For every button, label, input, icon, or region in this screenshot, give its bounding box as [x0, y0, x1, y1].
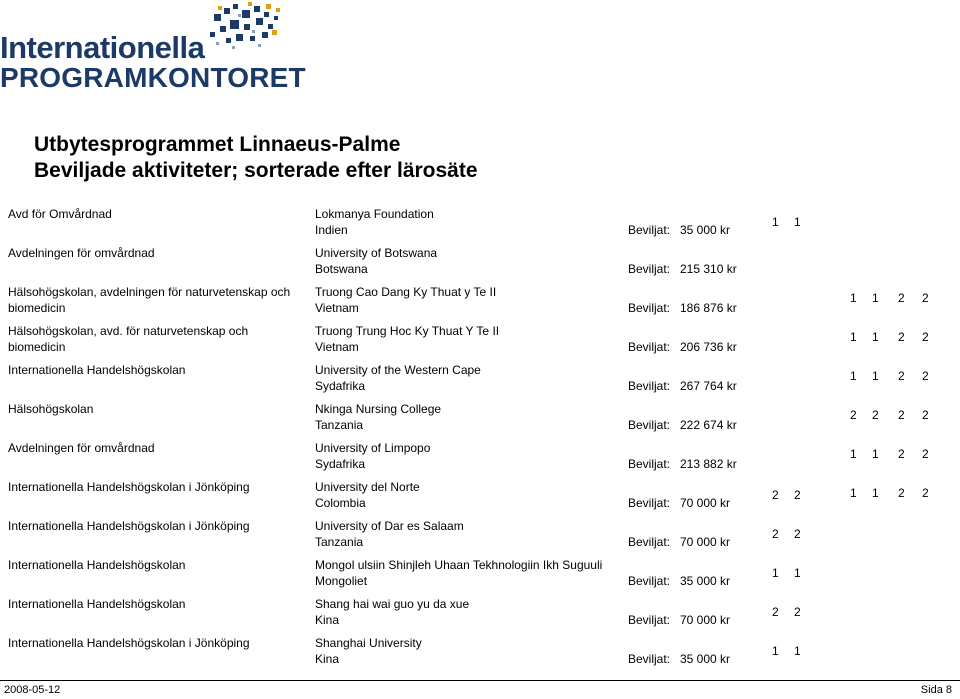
granted-amount: 35 000 kr	[680, 652, 731, 666]
footer-page-number: Sida 8	[920, 684, 952, 696]
count-value: 1	[872, 369, 879, 383]
footer-divider	[0, 680, 960, 681]
count-value: 1	[850, 486, 857, 500]
partner-name: Mongol ulsiin Shinjleh Uhaan Tekhnologiin Ikh Suguuli	[315, 558, 603, 572]
granted-amount: 215 310 kr	[680, 262, 737, 276]
institution-name	[8, 635, 298, 651]
beviljat-label: Beviljat:	[628, 535, 671, 549]
beviljat-label: Beviljat:	[628, 496, 671, 510]
institution-name	[8, 557, 298, 573]
institution-line: Hälsohögskolan, avdelningen för naturvetenskap och	[8, 285, 291, 299]
granted-amount: 70 000 kr	[680, 613, 731, 627]
partner-country: Sydafrika	[315, 379, 366, 393]
partner-country: Sydafrika	[315, 457, 366, 471]
institution-line: Avd för Omvårdnad	[8, 207, 112, 221]
granted-amount: 35 000 kr	[680, 574, 731, 588]
count-value: 2	[922, 486, 929, 500]
institution-line: biomedicin	[8, 340, 66, 354]
count-value: 2	[872, 408, 879, 422]
partner-info	[315, 401, 635, 433]
beviljat-label: Beviljat:	[628, 457, 671, 471]
count-value: 2	[898, 291, 905, 305]
count-value: 1	[872, 486, 879, 500]
partner-country: Vietnam	[315, 301, 359, 315]
logo-mark-icon	[206, 2, 286, 64]
count-value: 2	[922, 330, 929, 344]
beviljat-label: Beviljat:	[628, 301, 671, 315]
count-value: 2	[772, 605, 779, 619]
partner-country: Colombia	[315, 496, 366, 510]
partner-country: Kina	[315, 613, 340, 627]
count-value: 1	[872, 447, 879, 461]
partner-name: Nkinga Nursing College	[315, 402, 442, 416]
partner-country: Kina	[315, 652, 340, 666]
institution-name	[8, 440, 298, 456]
granted-amount: 267 764 kr	[680, 379, 737, 393]
institution-name	[8, 401, 298, 417]
count-value: 1	[850, 291, 857, 305]
beviljat-label: Beviljat:	[628, 613, 671, 627]
count-value: 1	[850, 369, 857, 383]
logo-text-line1: Internationella	[0, 30, 205, 65]
count-value: 2	[772, 488, 779, 502]
count-value: 2	[898, 369, 905, 383]
partner-name: Lokmanya Foundation	[315, 207, 434, 221]
institution-line: Avdelningen för omvårdnad	[8, 246, 155, 260]
beviljat-label: Beviljat:	[628, 223, 671, 237]
footer-date: 2008-05-12	[4, 684, 61, 696]
partner-name: University of the Western Cape	[315, 363, 481, 377]
partner-name: Truong Trung Hoc Ky Thuat Y Te II	[315, 324, 500, 338]
institution-line: Avdelningen för omvårdnad	[8, 441, 155, 455]
count-value: 1	[872, 330, 879, 344]
granted-amount: 213 882 kr	[680, 457, 737, 471]
institution-line: Hälsohögskolan, avd. för naturvetenskap och	[8, 324, 249, 338]
logo	[0, 0, 306, 95]
partner-country: Indien	[315, 223, 348, 237]
granted-amount: 222 674 kr	[680, 418, 737, 432]
beviljat-label: Beviljat:	[628, 574, 671, 588]
count-value: 1	[850, 447, 857, 461]
count-value: 2	[922, 408, 929, 422]
granted-amount: 186 876 kr	[680, 301, 737, 315]
logo-text-line2: PROGRAMKONTORET	[0, 62, 306, 93]
partner-country: Mongoliet	[315, 574, 368, 588]
title-line1: Utbytesprogrammet Linnaeus-Palme	[34, 133, 401, 156]
count-value: 1	[794, 644, 801, 658]
partner-country: Vietnam	[315, 340, 359, 354]
partner-info	[315, 245, 635, 277]
institution-line: Internationella Handelshögskolan	[8, 558, 186, 572]
count-value: 1	[772, 644, 779, 658]
institution-name	[8, 323, 298, 355]
count-value: 2	[898, 330, 905, 344]
partner-info	[315, 557, 635, 589]
partner-name: University of Limpopo	[315, 441, 431, 455]
partner-info	[315, 362, 635, 394]
count-value: 2	[898, 408, 905, 422]
institution-line: Internationella Handelshögskolan i Jönköping	[8, 636, 250, 650]
partner-name: Shanghai University	[315, 636, 422, 650]
partner-country: Tanzania	[315, 535, 364, 549]
institution-line: Hälsohögskolan	[8, 402, 94, 416]
count-value: 1	[794, 566, 801, 580]
partner-info	[315, 635, 635, 667]
institution-name	[8, 596, 298, 612]
count-value: 2	[850, 408, 857, 422]
institution-line: Internationella Handelshögskolan	[8, 363, 186, 377]
granted-amount: 35 000 kr	[680, 223, 731, 237]
partner-name: University del Norte	[315, 480, 420, 494]
beviljat-label: Beviljat:	[628, 340, 671, 354]
partner-name: Shang hai wai guo yu da xue	[315, 597, 470, 611]
partner-info	[315, 440, 635, 472]
institution-name	[8, 362, 298, 378]
institution-line: Internationella Handelshögskolan i Jönköping	[8, 480, 250, 494]
count-value: 2	[794, 605, 801, 619]
institution-name	[8, 245, 298, 261]
count-value: 1	[794, 215, 801, 229]
count-value: 2	[922, 291, 929, 305]
partner-info	[315, 479, 635, 511]
count-value: 1	[872, 291, 879, 305]
institution-name	[8, 479, 298, 495]
granted-amount: 206 736 kr	[680, 340, 737, 354]
institution-line: Internationella Handelshögskolan	[8, 597, 186, 611]
count-value: 1	[772, 215, 779, 229]
count-value: 1	[850, 330, 857, 344]
count-value: 2	[794, 527, 801, 541]
granted-amount: 70 000 kr	[680, 496, 731, 510]
institution-line: biomedicin	[8, 301, 66, 315]
count-value: 2	[772, 527, 779, 541]
partner-name: University of Dar es Salaam	[315, 519, 464, 533]
count-value: 1	[772, 566, 779, 580]
page-title	[34, 132, 478, 184]
partner-info	[315, 206, 635, 238]
count-value: 2	[898, 447, 905, 461]
granted-amount: 70 000 kr	[680, 535, 731, 549]
institution-name	[8, 518, 298, 534]
partner-name: University of Botswana	[315, 246, 438, 260]
title-line2: Beviljade aktiviteter; sorterade efter lärosäte	[34, 159, 478, 182]
beviljat-label: Beviljat:	[628, 379, 671, 393]
partner-info	[315, 323, 635, 355]
partner-info	[315, 284, 635, 316]
count-value: 2	[794, 488, 801, 502]
beviljat-label: Beviljat:	[628, 418, 671, 432]
beviljat-label: Beviljat:	[628, 262, 671, 276]
count-value: 2	[922, 447, 929, 461]
partner-name: Truong Cao Dang Ky Thuat y Te II	[315, 285, 497, 299]
beviljat-label: Beviljat:	[628, 652, 671, 666]
institution-line: Internationella Handelshögskolan i Jönköping	[8, 519, 250, 533]
partner-info	[315, 518, 635, 550]
institution-name	[8, 206, 298, 222]
partner-info	[315, 596, 635, 628]
count-value: 2	[922, 369, 929, 383]
partner-country: Tanzania	[315, 418, 364, 432]
institution-name	[8, 284, 298, 316]
count-value: 2	[898, 486, 905, 500]
partner-country: Botswana	[315, 262, 368, 276]
